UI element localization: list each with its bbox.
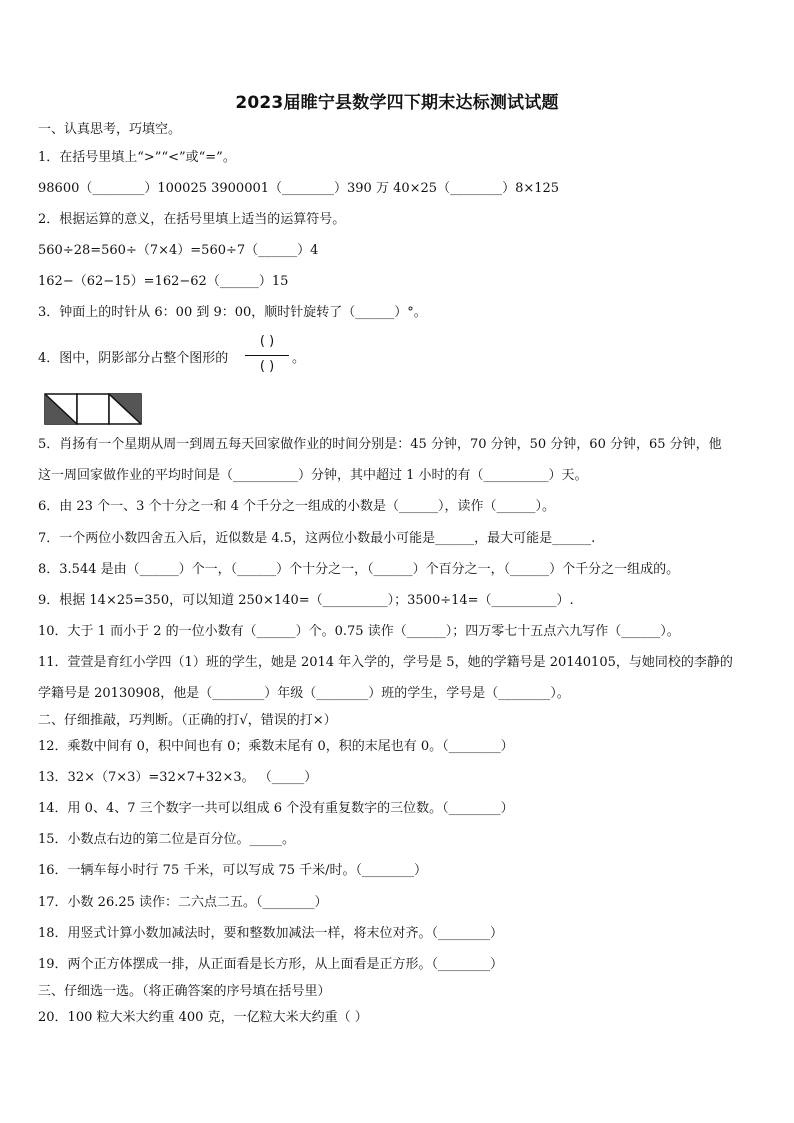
question-10: 10．大于 1 而小于 2 的一位小数有（______）个。0.75 读作（______）；四万零七十五点六九写作（______）。 [38, 624, 680, 639]
figure-square-1 [45, 394, 77, 424]
section-heading-1: 一、认真思考，巧填空。 [38, 122, 182, 137]
question-7: 7．一个两位小数四舍五入后，近似数是 4.5，这两位小数最小可能是______，最大可能是______. [38, 531, 596, 546]
question-13: 13．32×（7×3）=32×7+32×3。 （_____） [38, 770, 318, 785]
question-4: 4．图中，阴影部分占整个图形的 [38, 351, 229, 366]
page-title: 2023届睢宁县数学四下期末达标测试试题 [235, 93, 559, 113]
figure-square-3 [109, 394, 141, 424]
question-17: 17．小数 26.25 读作：二六点二五。（________） [38, 895, 328, 910]
question-2: 2．根据运算的意义，在括号里填上适当的运算符号。 [38, 212, 346, 227]
section-heading-2: 二、仔细推敲，巧判断。（正确的打√，错误的打×） [38, 713, 337, 728]
question-15: 15．小数点右边的第二位是百分位。_____。 [38, 832, 296, 847]
fraction-answer-blank [243, 334, 291, 378]
question-19: 19．两个正方体摆成一排，从正面看是长方形，从上面看是正方形。（________） [38, 957, 504, 972]
question-2-item-b: 162−（62−15）=162−62（______）15 [38, 274, 289, 289]
figure-square-2 [77, 394, 109, 424]
question-4-end: 。 [292, 351, 306, 366]
question-12: 12．乘数中间有 0，积中间也有 0；乘数末尾有 0，积的末尾也有 0。（________） [38, 739, 514, 754]
question-9: 9．根据 14×25=350，可以知道 250×140=（__________）；3500÷14=（__________）. [38, 593, 574, 608]
fraction-numerator-blank: ( ) [259, 334, 275, 349]
question-2-item-a: 560÷28=560÷（7×4）=560÷7（______）4 [38, 243, 319, 258]
question-6: 6．由 23 个一、3 个十分之一和 4 个千分之一组成的小数是（______），读作（______）。 [38, 499, 556, 514]
section-heading-3: 三、仔细选一选。（将正确答案的序号填在括号里） [38, 984, 331, 999]
question-8: 8．3.544 是由（______）个一，（______）个十分之一，（______）个百分之一，（______）个千分之一组成的。 [38, 562, 680, 577]
question-18: 18．用竖式计算小数加减法时，要和整数加减法一样，将末位对齐。（________） [38, 926, 504, 941]
question-14: 14．用 0、4、7 三个数字一共可以组成 6 个没有重复数字的三位数。（________） [38, 801, 514, 816]
fraction-bar [245, 355, 289, 356]
question-11-line-2: 学籍号是 20130908，他是（________）年级（________）班的学生，学号是（________）。 [38, 686, 570, 701]
question-5-line-2: 这一周回家做作业的平均时间是（__________）分钟，其中超过 1 小时的有（__________）天。 [38, 468, 588, 483]
question-1-items: 98600（________）100025 3900001（________）390 万 40×25（________）8×125 [38, 181, 560, 196]
question-3: 3．钟面上的时针从 6：00 到 9：00，顺时针旋转了（______）°。 [38, 305, 427, 320]
question-20: 20．100 粒大米大约重 400 克，一亿粒大米大约重（ ） [38, 1010, 368, 1025]
fraction-denominator-blank: ( ) [259, 359, 275, 374]
question-1: 1．在括号里填上“>”“<”或“=”。 [38, 150, 236, 165]
shaded-squares-figure [44, 393, 144, 425]
question-16: 16．一辆车每小时行 75 千米，可以写成 75 千米/时。（________） [38, 863, 428, 878]
question-5-line-1: 5．肖扬有一个星期从周一到周五每天回家做作业的时间分别是：45 分钟，70 分钟，50 分钟，60 分钟，65 分钟，他 [38, 437, 722, 452]
question-11-line-1: 11．萱萱是育红小学四（1）班的学生，她是 2014 年入学的，学号是 5，她的学籍号是 20140105，与她同校的李静的 [38, 655, 733, 670]
